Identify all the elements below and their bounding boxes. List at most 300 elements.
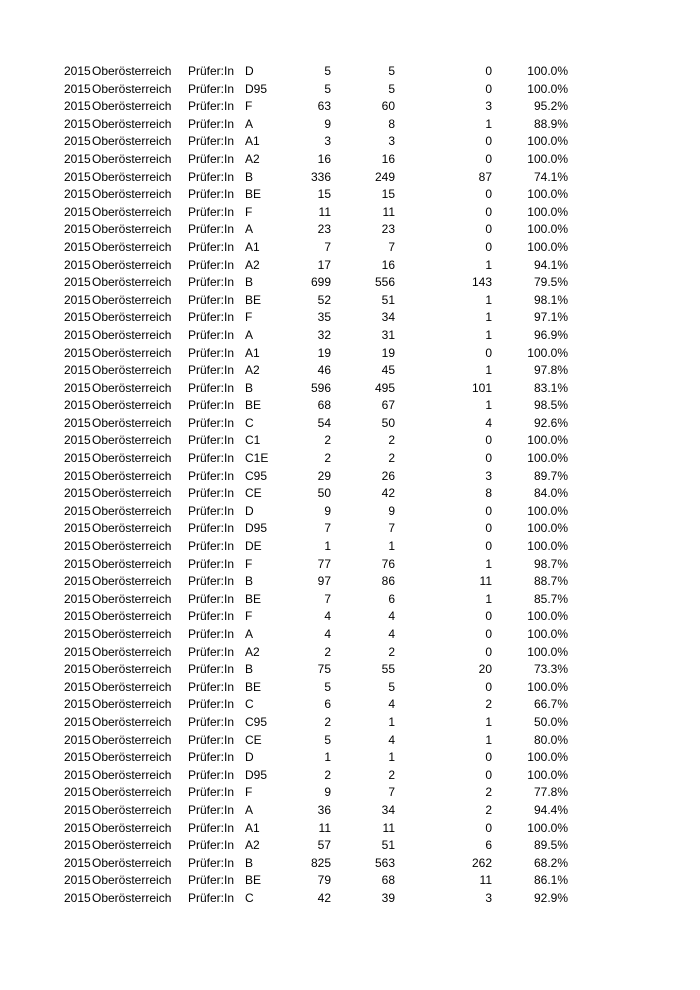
cell-total: 29 [317,468,331,483]
cell-role: Prüfer:In [188,327,235,342]
cell-rate: 88.7% [533,574,568,589]
cell-class: D95 [245,767,268,782]
cell-rate: 92.6% [533,415,568,430]
cell-passed: 7 [388,239,395,254]
cell-rate: 96.9% [533,327,568,342]
cell-rate: 100.0% [527,81,568,96]
cell-total: 23 [317,222,331,237]
cell-failed: 87 [478,169,492,184]
table-row [0,450,700,468]
cell-rate: 50.0% [533,714,568,729]
cell-role: Prüfer:In [188,767,235,782]
cell-region: Oberösterreich [92,204,172,219]
cell-role: Prüfer:In [188,802,235,817]
table-row [0,186,700,204]
cell-total: 16 [317,151,331,166]
cell-class: F [245,785,253,800]
cell-total: 77 [317,556,331,571]
table-row [0,292,700,310]
cell-total: 35 [317,310,331,325]
cell-year: 2015 [64,310,91,325]
cell-role: Prüfer:In [188,873,235,888]
cell-rate: 85.7% [533,591,568,606]
cell-total: 15 [317,187,331,202]
cell-total: 825 [310,855,331,870]
cell-total: 75 [317,662,331,677]
cell-passed: 5 [388,679,395,694]
cell-year: 2015 [64,890,91,905]
table-row [0,696,700,714]
cell-year: 2015 [64,204,91,219]
cell-year: 2015 [64,398,91,413]
cell-rate: 92.9% [533,890,568,905]
cell-role: Prüfer:In [188,415,235,430]
table-row [0,608,700,626]
cell-class: BE [245,591,262,606]
cell-year: 2015 [64,785,91,800]
cell-failed: 0 [485,239,492,254]
cell-year: 2015 [64,714,91,729]
cell-year: 2015 [64,486,91,501]
cell-year: 2015 [64,380,91,395]
table-row [0,749,700,767]
cell-region: Oberösterreich [92,310,172,325]
cell-failed: 2 [485,785,492,800]
cell-rate: 68.2% [533,855,568,870]
cell-total: 52 [317,292,331,307]
cell-rate: 89.5% [533,838,568,853]
cell-class: B [245,574,254,589]
cell-class: A1 [245,820,260,835]
cell-failed: 2 [485,802,492,817]
cell-rate: 100.0% [527,644,568,659]
cell-rate: 97.8% [533,363,568,378]
table-row [0,345,700,363]
cell-failed: 11 [479,574,492,589]
cell-class: A [245,327,254,342]
cell-class: BE [245,398,262,413]
cell-total: 4 [324,627,331,641]
cell-role: Prüfer:In [188,380,235,395]
cell-region: Oberösterreich [92,81,172,96]
cell-year: 2015 [64,433,91,448]
cell-role: Prüfer:In [188,64,235,78]
cell-role: Prüfer:In [188,627,235,641]
cell-class: A1 [245,239,260,254]
cell-year: 2015 [64,327,91,342]
cell-region: Oberösterreich [92,275,172,290]
cell-rate: 89.7% [533,468,568,483]
cell-role: Prüfer:In [188,679,235,694]
cell-region: Oberösterreich [92,873,172,888]
cell-year: 2015 [64,451,91,466]
cell-year: 2015 [64,873,91,888]
cell-role: Prüfer:In [188,275,235,290]
cell-total: 5 [324,732,331,747]
table-row [0,573,700,591]
table-row [0,520,700,538]
cell-rate: 100.0% [527,539,568,554]
cell-role: Prüfer:In [188,697,235,712]
cell-failed: 20 [478,662,492,677]
cell-failed: 0 [485,539,492,554]
cell-role: Prüfer:In [188,785,235,800]
cell-rate: 100.0% [527,627,568,641]
cell-year: 2015 [64,521,91,536]
cell-total: 596 [310,380,331,395]
cell-role: Prüfer:In [188,521,235,536]
cell-region: Oberösterreich [92,802,172,817]
cell-rate: 100.0% [527,345,568,360]
table-row [0,151,700,169]
cell-role: Prüfer:In [188,99,235,114]
cell-region: Oberösterreich [92,433,172,448]
table-row [0,415,700,433]
cell-failed: 0 [485,750,492,765]
cell-role: Prüfer:In [188,345,235,360]
cell-failed: 0 [485,627,492,641]
cell-total: 3 [324,134,331,149]
cell-class: A2 [245,644,260,659]
cell-rate: 83.1% [533,380,568,395]
cell-year: 2015 [64,697,91,712]
table-row [0,116,700,134]
cell-year: 2015 [64,169,91,184]
cell-role: Prüfer:In [188,204,235,219]
cell-role: Prüfer:In [188,257,235,272]
cell-total: 1 [324,539,331,554]
cell-region: Oberösterreich [92,239,172,254]
cell-class: C1 [245,433,261,448]
cell-class: BE [245,873,262,888]
cell-passed: 51 [381,838,395,853]
cell-failed: 0 [485,503,492,518]
cell-class: F [245,310,253,325]
cell-total: 4 [324,609,331,624]
table-row [0,538,700,556]
cell-rate: 88.9% [533,116,568,131]
cell-role: Prüfer:In [188,398,235,413]
cell-failed: 3 [485,468,492,483]
cell-failed: 1 [485,714,492,729]
cell-passed: 86 [381,574,395,589]
cell-class: C [245,697,254,712]
cell-failed: 0 [485,81,492,96]
cell-total: 9 [324,503,331,518]
cell-class: A2 [245,363,260,378]
cell-total: 7 [324,591,331,606]
cell-passed: 11 [382,204,395,219]
cell-passed: 11 [382,820,395,835]
cell-total: 63 [317,99,331,114]
cell-total: 2 [324,451,331,466]
cell-failed: 0 [485,820,492,835]
cell-passed: 495 [374,380,395,395]
cell-total: 42 [317,890,331,905]
cell-passed: 5 [388,64,395,78]
cell-role: Prüfer:In [188,363,235,378]
cell-total: 7 [324,521,331,536]
cell-total: 79 [317,873,331,888]
cell-rate: 100.0% [527,820,568,835]
table-row [0,661,700,679]
table-row [0,468,700,486]
cell-role: Prüfer:In [188,433,235,448]
cell-rate: 100.0% [527,433,568,448]
cell-class: CE [245,732,262,747]
cell-role: Prüfer:In [188,750,235,765]
cell-total: 2 [324,714,331,729]
cell-rate: 73.3% [533,662,568,677]
cell-passed: 67 [381,398,395,413]
cell-region: Oberösterreich [92,345,172,360]
cell-failed: 1 [485,310,492,325]
cell-passed: 2 [388,433,395,448]
cell-rate: 100.0% [527,767,568,782]
cell-failed: 1 [485,591,492,606]
cell-region: Oberösterreich [92,679,172,694]
cell-passed: 68 [381,873,395,888]
table-row [0,169,700,187]
cell-failed: 3 [485,99,492,114]
cell-passed: 249 [374,169,395,184]
table-row [0,327,700,345]
cell-role: Prüfer:In [188,890,235,905]
cell-role: Prüfer:In [188,81,235,96]
cell-rate: 100.0% [527,609,568,624]
cell-rate: 98.7% [533,556,568,571]
cell-passed: 2 [388,451,395,466]
cell-passed: 4 [388,627,395,641]
cell-failed: 0 [485,767,492,782]
cell-role: Prüfer:In [188,292,235,307]
cell-year: 2015 [64,662,91,677]
cell-year: 2015 [64,556,91,571]
cell-total: 6 [324,697,331,712]
cell-failed: 0 [485,451,492,466]
cell-role: Prüfer:In [188,451,235,466]
cell-passed: 556 [374,275,395,290]
cell-total: 11 [318,820,331,835]
cell-class: C95 [245,714,268,729]
cell-class: D [245,64,254,78]
cell-failed: 1 [485,257,492,272]
cell-region: Oberösterreich [92,838,172,853]
cell-region: Oberösterreich [92,591,172,606]
cell-year: 2015 [64,732,91,747]
cell-role: Prüfer:In [188,116,235,131]
cell-rate: 77.8% [533,785,568,800]
cell-total: 2 [324,433,331,448]
cell-passed: 2 [388,644,395,659]
cell-total: 1 [324,750,331,765]
cell-total: 57 [317,838,331,853]
cell-role: Prüfer:In [188,187,235,202]
cell-role: Prüfer:In [188,714,235,729]
cell-passed: 16 [381,257,395,272]
cell-total: 11 [318,204,331,219]
cell-failed: 0 [485,134,492,149]
cell-rate: 100.0% [527,503,568,518]
cell-year: 2015 [64,855,91,870]
cell-passed: 1 [388,714,395,729]
cell-total: 46 [317,363,331,378]
table-row [0,644,700,662]
cell-passed: 76 [381,556,395,571]
cell-rate: 100.0% [527,64,568,78]
cell-rate: 100.0% [527,750,568,765]
cell-year: 2015 [64,239,91,254]
cell-year: 2015 [64,468,91,483]
cell-failed: 0 [485,187,492,202]
cell-role: Prüfer:In [188,591,235,606]
cell-rate: 95.2% [533,99,568,114]
cell-total: 36 [317,802,331,817]
cell-rate: 100.0% [527,134,568,149]
cell-class: A [245,627,254,641]
cell-year: 2015 [64,187,91,202]
cell-passed: 19 [381,345,395,360]
cell-passed: 50 [381,415,395,430]
cell-class: C95 [245,468,268,483]
cell-failed: 1 [485,327,492,342]
cell-passed: 1 [388,539,395,554]
cell-failed: 0 [485,609,492,624]
cell-region: Oberösterreich [92,169,172,184]
table-row [0,714,700,732]
cell-passed: 4 [388,732,395,747]
cell-class: B [245,662,254,677]
table-row [0,309,700,327]
cell-rate: 94.4% [533,802,568,817]
cell-failed: 0 [485,64,492,78]
table-row [0,591,700,609]
cell-year: 2015 [64,539,91,554]
cell-region: Oberösterreich [92,662,172,677]
cell-year: 2015 [64,802,91,817]
table-row [0,63,700,81]
cell-year: 2015 [64,99,91,114]
cell-year: 2015 [64,627,91,641]
cell-region: Oberösterreich [92,222,172,237]
cell-class: B [245,380,254,395]
cell-passed: 563 [374,855,395,870]
cell-total: 5 [324,64,331,78]
cell-rate: 86.1% [533,873,568,888]
cell-year: 2015 [64,591,91,606]
cell-region: Oberösterreich [92,820,172,835]
table-row [0,221,700,239]
cell-failed: 262 [471,855,492,870]
cell-passed: 60 [381,99,395,114]
cell-class: D95 [245,81,268,96]
table-row [0,81,700,99]
cell-failed: 4 [485,415,492,430]
cell-year: 2015 [64,415,91,430]
cell-region: Oberösterreich [92,574,172,589]
cell-class: A2 [245,151,260,166]
cell-region: Oberösterreich [92,890,172,905]
cell-rate: 100.0% [527,151,568,166]
cell-total: 68 [317,398,331,413]
cell-failed: 1 [485,292,492,307]
cell-role: Prüfer:In [188,662,235,677]
cell-failed: 0 [485,679,492,694]
table-row [0,626,700,644]
table-row [0,767,700,785]
cell-total: 699 [310,275,331,290]
cell-year: 2015 [64,292,91,307]
cell-total: 5 [324,81,331,96]
cell-year: 2015 [64,275,91,290]
cell-year: 2015 [64,134,91,149]
cell-year: 2015 [64,609,91,624]
cell-class: CE [245,486,262,501]
cell-failed: 0 [485,222,492,237]
cell-class: A1 [245,345,260,360]
cell-region: Oberösterreich [92,398,172,413]
cell-passed: 7 [388,785,395,800]
cell-year: 2015 [64,574,91,589]
cell-total: 19 [317,345,331,360]
cell-total: 2 [324,767,331,782]
cell-role: Prüfer:In [188,486,235,501]
cell-rate: 84.0% [533,486,568,501]
cell-role: Prüfer:In [188,556,235,571]
cell-year: 2015 [64,679,91,694]
table-row [0,432,700,450]
cell-year: 2015 [64,644,91,659]
cell-total: 54 [317,415,331,430]
cell-passed: 2 [388,767,395,782]
cell-rate: 100.0% [527,679,568,694]
cell-region: Oberösterreich [92,627,172,641]
table-row [0,732,700,750]
table-row [0,257,700,275]
cell-passed: 4 [388,697,395,712]
cell-failed: 8 [485,486,492,501]
cell-passed: 51 [381,292,395,307]
cell-class: BE [245,187,262,202]
cell-rate: 100.0% [527,204,568,219]
table-row [0,679,700,697]
cell-total: 97 [317,574,331,589]
cell-role: Prüfer:In [188,609,235,624]
cell-region: Oberösterreich [92,697,172,712]
cell-region: Oberösterreich [92,468,172,483]
cell-role: Prüfer:In [188,574,235,589]
cell-year: 2015 [64,257,91,272]
cell-class: F [245,99,253,114]
cell-class: B [245,275,254,290]
cell-passed: 16 [381,151,395,166]
cell-total: 32 [317,327,331,342]
table-row [0,820,700,838]
table-row [0,802,700,820]
cell-role: Prüfer:In [188,310,235,325]
cell-region: Oberösterreich [92,134,172,149]
cell-rate: 100.0% [527,222,568,237]
cell-region: Oberösterreich [92,451,172,466]
cell-rate: 97.1% [533,310,568,325]
cell-region: Oberösterreich [92,99,172,114]
table-row [0,380,700,398]
table-row [0,556,700,574]
cell-region: Oberösterreich [92,327,172,342]
cell-role: Prüfer:In [188,169,235,184]
cell-passed: 34 [381,310,395,325]
table-row [0,855,700,873]
